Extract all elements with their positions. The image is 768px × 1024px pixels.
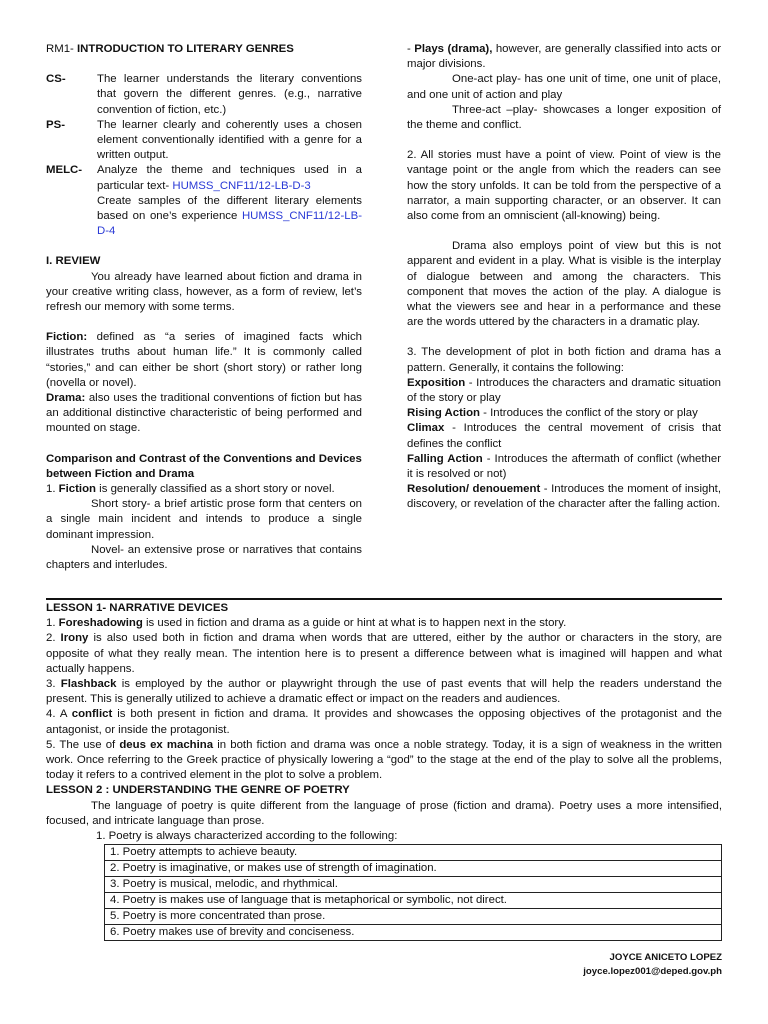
author-email: joyce.lopez001@deped.gov.ph	[583, 966, 722, 977]
fiction-definition: Fiction: defined as “a series of imagined facts which illustrates truths about human life.” It is commonly called “stories,” and can either be short (short story) or rather long (novella or novel).	[46, 331, 362, 389]
lesson2-intro: The language of poetry is quite different from the language of prose (fiction and drama). Poetry uses a more intensified, focused, and intricate language than prose.	[46, 799, 722, 827]
point-of-view-paragraph: 2. All stories must have a point of view. Point of view is the vantage point or the angle from which the readers can see how the story unfolds. It can be told from the perspective of a narrator, a main supporting character, or an observer. It can also come from an omniscient (all-knowing) being.	[407, 149, 721, 223]
left-column	[46, 42, 362, 573]
lesson1-heading: LESSON 1- NARRATIVE DEVICES	[46, 602, 229, 614]
drama-pov-paragraph: Drama also employs point of view but this is not apparent and evident in a play. What is visible is the interplay of dialogue between and among the characters. This component that moves the action of the play. A dialogue is what the viewers see and hear in a performance and these are the words uttered by the characters in a dramatic play.	[407, 240, 721, 329]
poetry-characteristics-table	[104, 844, 722, 941]
lesson1-item: 4. A conflict is both present in fiction and drama. It provides and showcases the opposing objectives of the protagonist and the antagonist, or inside the protagonist.	[46, 708, 722, 736]
one-act-play: One-act play- has one unit of time, one unit of place, and one unit of action and play	[407, 73, 721, 101]
plot-rising-action: Rising Action - Introduces the conflict of the story or play	[407, 407, 698, 420]
three-act-play: Three-act –play- showcases a longer exposition of the theme and conflict.	[407, 103, 721, 132]
plot-climax: Climax - Introduces the central movement of crisis that defines the conflict	[407, 422, 721, 450]
melc-code-link: HUMSS_CNF11/12-LB-D-3	[172, 179, 311, 192]
plot-exposition: Exposition - Introduces the characters and dramatic situation of the story or play	[407, 376, 721, 405]
right-column	[407, 42, 721, 513]
short-story-definition: Short story- a brief artistic prose form that centers on a single main incident and intends to produce a single dominant impression.	[46, 498, 362, 541]
lesson2-list-intro: 1. Poetry is always characterized according to the following:	[96, 830, 398, 843]
plays-classification: - Plays (drama), however, are generally classified into acts or major divisions.	[407, 43, 721, 71]
fiction-classification: 1. Fiction is generally classified as a short story or novel.	[46, 483, 335, 496]
review-intro: You already have learned about fiction and drama in your creative writing class, however, as a form of review, let’s refresh our memory with some terms.	[46, 270, 362, 314]
table-row: 5. Poetry is more concentrated than prose.	[105, 909, 722, 925]
lesson1-item: 3. Flashback is employed by the author or playwright through the use of past events that will help the readers understand the present. This is generally utilized to achieve a dramatic effect or impact on the readers and audiences.	[46, 678, 722, 706]
plot-falling-action: Falling Action - Introduces the aftermath of conflict (whether it is resolved or not)	[407, 452, 721, 481]
module-title: RM1- INTRODUCTION TO LITERARY GENRES	[46, 43, 294, 55]
table-row: 2. Poetry is imaginative, or makes use of strength of imagination.	[105, 861, 722, 877]
table-row: 3. Poetry is musical, melodic, and rhythmical.	[105, 877, 722, 893]
novel-definition: Novel- an extensive prose or narratives that contains chapters and interludes.	[46, 543, 362, 572]
lesson1-item: 2. Irony is also used both in fiction and drama when words that are uttered, either by the author or characters in the story, are opposite of what they really mean. The intention here is to present a difference between what is imagined will happen and what actually happens.	[46, 632, 722, 675]
lesson1-item: 5. The use of deus ex machina in both fiction and drama was once a noble strategy. Today, it is a sign of weakness in the written work. Once referring to the Greek practice of physically lowering a “god” to the stage at the end of the play to solve all the problems, today it refers to a contrived element in the plot to solve a problem.	[46, 738, 722, 782]
drama-definition: Drama: also uses the traditional conventions of fiction but has an additional distinctive characteristic of being performed and mounted on stage.	[46, 392, 362, 435]
plot-resolution: Resolution/ denouement - Introduces the moment of insight, discovery, or revelation of the character after the falling action.	[407, 483, 721, 511]
author-footer	[583, 951, 722, 979]
table-row: 6. Poetry makes use of brevity and conciseness.	[105, 925, 722, 941]
melc-code-link-2: HUMSS_CNF11/12-LB-D-4	[97, 210, 362, 238]
lessons-section	[46, 601, 722, 941]
lesson1-item: 1. Foreshadowing is used in fiction and drama as a guide or hint at what is to happen next in the story.	[46, 617, 567, 630]
comparison-heading: Comparison and Contrast of the Conventions and Devices between Fiction and Drama	[46, 452, 362, 480]
section-divider	[46, 598, 722, 600]
lesson2-heading: LESSON 2 : UNDERSTANDING THE GENRE OF POETRY	[46, 784, 350, 797]
review-heading: I. REVIEW	[46, 255, 101, 268]
plot-intro: 3. The development of plot in both fiction and drama has a pattern. Generally, it contains the following:	[407, 346, 721, 374]
performance-standard: PS- The learner clearly and coherently uses a chosen element conventionally identified with a genre for a written output.	[46, 118, 362, 162]
melc-standard: MELC- Analyze the theme and techniques used in a particular text- HUMSS_CNF11/12-LB-D-3 Create samples of the different literary elements based on one’s experience HUMSS_CNF11/12-LB-D-4	[46, 164, 362, 238]
table-row: 4. Poetry is makes use of language that is metaphorical or symbolic, not direct.	[105, 893, 722, 909]
author-name: JOYCE ANICETO LOPEZ	[609, 952, 722, 963]
content-standard: CS- The learner understands the literary conventions that govern the different genres. (e.g., narrative convention of fiction, etc.)	[46, 73, 362, 116]
table-row: 1. Poetry attempts to achieve beauty.	[105, 845, 722, 861]
